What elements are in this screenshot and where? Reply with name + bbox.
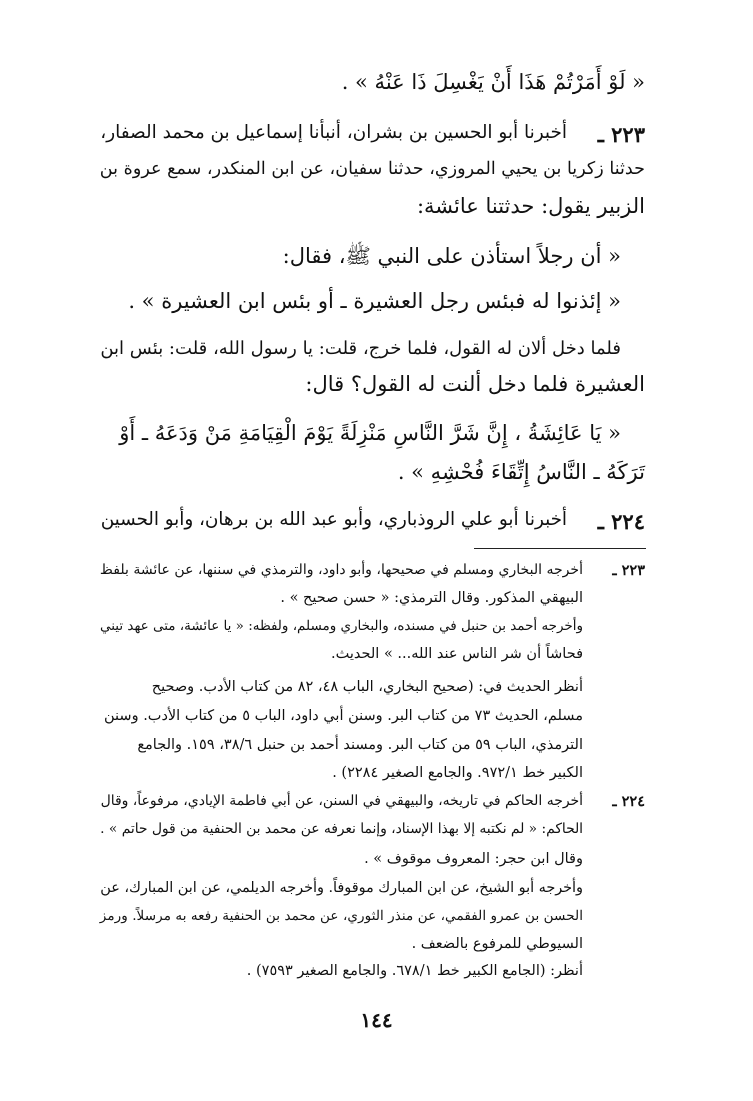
hadith-text-line-2: تَرَكَهُ ـ النَّاسُ إِتِّقَاءَ فُحْشِهِ » . xyxy=(397,460,645,484)
hadith-224-line-1: أخبرنا أبو علي الروذباري، وأبو عبد الله بن برهان، وأبو الحسين xyxy=(100,509,567,530)
footnote-224-line: وأخرجه أبو الشيخ، عن ابن المبارك موقوفاً. وأخرجه الديلمي، عن ابن المبارك، عن xyxy=(100,880,583,896)
hadith-223-line-3: الزبير يقول: حدثتنا عائشة: xyxy=(416,194,645,218)
footnote-number-224: ٢٢٤ ـ xyxy=(612,793,645,810)
footnote-224-line: الحسن بن عمرو الفقمي، عن منذر الثوري، عن محمد بن الحنفية رفعه به مرسلاً. ورمز xyxy=(99,908,583,924)
footnote-separator xyxy=(474,548,646,549)
footnote-223-line: البيهقي المذكور. وقال الترمذي: « حسن صحيح » . xyxy=(280,590,583,606)
hadith-text-line-1: « يَا عَائِشَةُ ، إِنَّ شَرَّ النَّاسِ مَنْزِلَةً يَوْمَ الْقِيَامَةِ مَنْ وَدَعَهُ ـ أَوْ xyxy=(119,421,621,445)
hadith-number-224: ٢٢٤ ـ xyxy=(597,509,645,534)
quote-2: « إئذنوا له فبئس رجل العشيرة ـ أو بئس ابن العشيرة » . xyxy=(128,289,621,313)
footnote-224-line: الحاكم: « لم نكتبه إلا بهذا الإسناد، وإنما نعرفه عن محمد بن الحنفية من قول حاتم » . xyxy=(100,821,583,837)
footnote-223-line: الترمذي، الباب ٥٩ من كتاب البر. ومسند أحمد بن حنبل ٣٨/٦، ١٥٩. والجامع xyxy=(137,737,583,753)
footnote-224-line: أخرجه الحاكم في تاريخه، والبيهقي في السنن، عن أبي فاطمة الإيادي، مرفوعاً، وقال xyxy=(100,793,583,809)
footnote-223-line: أنظر الحديث في: (صحيح البخاري، الباب ٤٨، ٨٢ من كتاب الأدب. وصحيح xyxy=(151,679,583,695)
quote-1: « أن رجلاً استأذن على النبي ﷺ، فقال: xyxy=(282,244,621,268)
footnote-223-line: الكبير خط ٩٧٢/١. والجامع الصغير ٢٢٨٤) . xyxy=(332,765,583,781)
footnote-224-line: السيوطي للمرفوع بالضعف . xyxy=(411,936,583,952)
footnote-223-line: فحاشاً أن شر الناس عند الله... » الحديث. xyxy=(331,646,583,662)
footnote-223-line: وأخرجه أحمد بن حنبل في مسنده، والبخاري ومسلم، ولفظه: « يا عائشة، متى عهد تيني xyxy=(100,618,583,634)
paragraph-1-line-2: العشيرة فلما دخل ألنت له القول؟ قال: xyxy=(305,372,645,396)
footnote-224-line: وقال ابن حجر: المعروف موقوف » . xyxy=(364,851,583,867)
quote-top: « لَوْ أَمَرْتُمْ هَذَا أَنْ يَغْسِلَ ذَا عَنْهُ » . xyxy=(341,70,645,94)
footnote-223-line: مسلم، الحديث ٧٣ من كتاب البر. وسنن أبي داود، الباب ٥ من كتاب الأدب. وسنن xyxy=(104,708,583,724)
footnote-224-line: أنظر: (الجامع الكبير خط ٦٧٨/١. والجامع الصغير ٧٥٩٣) . xyxy=(246,963,583,979)
hadith-223-line-2: حدثنا زكريا بن يحيي المروزي، حدثنا سفيان، عن ابن المنكدر، سمع عروة بن xyxy=(99,159,645,179)
footnote-223-line: أخرجه البخاري ومسلم في صحيحها، وأبو داود، والترمذي في سننها، عن عائشة بلفظ xyxy=(99,562,583,578)
hadith-223-line-1: أخبرنا أبو الحسين بن بشران، أنبأنا إسماعيل بن محمد الصفار، xyxy=(100,122,567,143)
paragraph-1-line-1: فلما دخل ألان له القول، فلما خرج، قلت: يا رسول الله، قلت: بئس ابن xyxy=(100,338,621,359)
hadith-number-223: ٢٢٣ ـ xyxy=(597,122,645,147)
footnote-number-223: ٢٢٣ ـ xyxy=(612,562,645,579)
page-number: ١٤٤ xyxy=(360,1008,393,1032)
